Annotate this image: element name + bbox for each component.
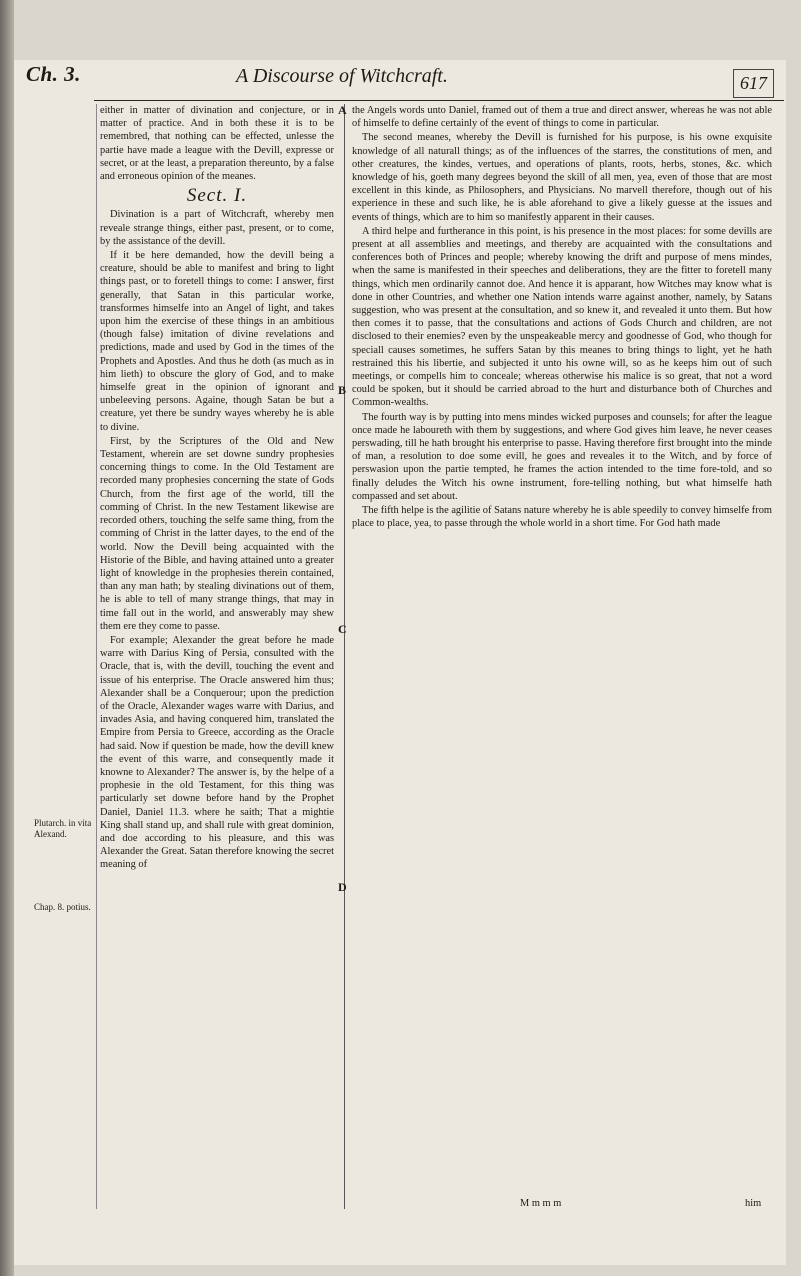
page-number: 617 [733,69,774,98]
gutter-letter-b: B [338,383,347,397]
catchword: him [745,1198,762,1209]
right-paragraph-4: The fourth way is by putting into mens mindes wicked purposes and counsels; for after the league once made he laboureth with them by suggestions, and where God gives him leave, he never ceases perswading, till he hath brought his enterprise to passe. Having therefore first brought into the minde of man, a resolution to doe some evill, he goes and reveales it to the Witch, and by force of perswasion upon the partie tempted, he frames the action intended to the time fore-told, and so finally deludes the Witch his owne instrument, fore-telling nothing, but what himselfe hath compassed and set about. [352,411,772,502]
page-edge-shadow [0,0,14,1276]
left-paragraph-5: For example; Alexander the great before he made warre with Darius King of Persia, consulted with the Oracle, that is, with the devill, touching the event and issue of his enterprise. The Oracle answered him thus; Alexander shall be a Conquerour; upon the prediction of the Oracle, Alexander wages warre with Darius, and invades Asia, and having conquered him, translated the Empire from Persia to Greece, according as the Oracle had said. Now if question be made, how the devill knew the event of this warre, and consequently made it knowne to Alexander? The answer is, by the helpe of a prophesie in the old Testament, for this thing was particularly set downe before hand by the Prophet Daniel, Daniel 11.3. where he saith; That a mightie King shall stand up, and shall rule with great dominion, and doe according to his pleasure, and this was Alexander the Great. Satan therefore knowing the secret meaning of [100,634,334,871]
right-paragraph-3: A third helpe and furtherance in this point, is his presence in the most places: for some devills are present at all assemblies and meetings, and thereby are acquainted with the consultations and conferences both of Princes and people; whereby knowing the drift and purpose of mens mindes, when the same is manifested in their speeches and deliberations, they are the fitter to foretell many things, which men ordinarily cannot doe. And hence it is apparant, how Witches may know what is done in other Countries, and whether one Nation intends warre against another, namely, by Satans suggestion, who was present at the consultation, and so knew it, and revealed it unto them. But how then comes it to passe, that the consultations and actions of Gods Church and children, are not disclosed to their enemies? even by the unspeakeable mercy and goodnesse of God, who though for speciall causes sometimes, he suffers Satan by this meanes to bring things to light, yet he hath restrained this his libertie, and subjected it unto his owne will, so as he keeps him out of such meetings, or compells him to conceale; whereas otherwise his malice is so great, that not a word could be spoken, but it should be carried abroad to the hurt and disturbance both of Churches and Common-wealths. [352,225,772,409]
left-paragraph-2: Divination is a part of Witchcraft, whereby men reveale strange things, either past, present, or to come, by the assistance of the devill. [100,209,334,247]
left-paragraph-1: either in matter of divination and conjecture, or in matter of practice. And in both these it is to be remembred, that nothing can be effected, unlesse the partie have made a league with the Devill, expresse or secret, or at the least, a preparation thereunto, by a false and erroneous opinion of the meanes. [100,105,334,183]
gutter-letter-a: A [338,103,347,117]
margin-border [96,104,97,1209]
margin-note-chap8: Chap. 8. potius. [34,902,91,912]
left-column [100,104,334,1214]
margin-note-plutarch: Plutarch. in vita Alexand. [34,818,92,839]
running-title: A Discourse of Witchcraft. [236,65,448,87]
gutter-letter-c: C [338,622,347,636]
section-heading: Sect. I. [186,185,248,207]
right-paragraph-2: The second meanes, whereby the Devill is furnished for his purpose, is his owne exquisite knowledge of all naturall things; as of the influences of the starres, the constitutions of men, and other creatures, the kindes, vertues, and operations of plants, roots, herbs, stones, &c. which knowledge of his, goeth many degrees beyond the skill of all men, yea, even of those that are most excellent in this kinde, as Philosophers, and Physicians. No marvell therefore, though out of his experience in these and such like, he is able aforehand to give a likely guesse at the issues and events of things, which are to him so manifestly apparent in their causes. [352,132,772,223]
left-paragraph-3: If it be here demanded, how the devill being a creature, should be able to manifest and bring to light things past, or to foretell things to come: I answer, first generally, that Satan in this particular worke, transformes himselfe into an Angel of light, and takes upon him the exercise of these things in an ambitious (though false) imitation of divine revelations and predictions, made and used by God in the times of the Prophets and Apostles. And thus he doth (as much as in him lieth) to obscure the glory of God, and to make himselfe great in the opinion of ignorant and unbeleeving persons. Againe, though Satan be but a creature, yet there be sundry wayes whereby he is able to divine. [100,250,334,433]
right-paragraph-5: The fifth helpe is the agilitie of Satans nature whereby he is able speedily to convey himselfe from place to place, yea, to passe through the whole world in a short time. For God hath made [352,505,772,530]
left-paragraph-4: First, by the Scriptures of the Old and New Testament, wherein are set downe sundry prophesies concerning things to come. In the Old Testament are recorded many prophesies concerning the state of Gods Church, from the first age of the world, till the comming of Christ. In the new Testament likewise are recorded others, touching the selfe same thing, from the comming of Christ in the latter dayes, to the end of the world. Now the Devill being acquainted with the Historie of the Bible, and having attained unto a greater light of knowledge in the prophesies therein contained, than any man hath; by stealing divinations out of them, he is able to tell of many strange things, that may in time fall out in the world, and answerably may shew them ere they come to passe. [100,435,334,632]
gutter-letter-d: D [338,880,347,894]
column-divider [344,104,345,1209]
header-rule [94,100,784,101]
signature-mark: M m m m [520,1198,562,1209]
right-paragraph-1: the Angels words unto Daniel, framed out of them a true and direct answer, whereas he was not able of himselfe to define certainly of the event of things to come in particular. [352,105,772,130]
chapter-label: Ch. 3. [26,62,81,86]
right-column [352,104,772,1194]
